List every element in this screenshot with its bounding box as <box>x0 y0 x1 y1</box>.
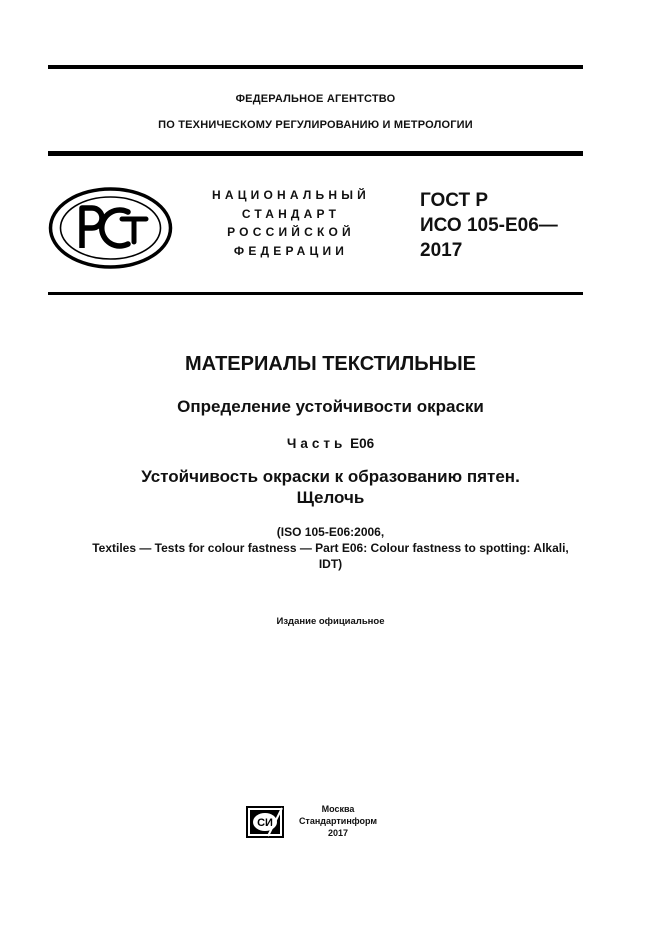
mid-rule <box>48 292 583 295</box>
iso-line2: Textiles — Tests for colour fastness — Part E06: Colour fastness to spotting: Alkali, <box>92 541 569 555</box>
document-subtitle: Определение устойчивости окраски <box>177 397 484 416</box>
iso-line3: IDT) <box>318 557 343 571</box>
rst-mark-icon <box>48 186 173 270</box>
gost-line-3: 2017 <box>420 240 463 261</box>
publisher-info <box>292 803 384 839</box>
national-line-4: ФЕДЕРАЦИИ <box>233 243 349 258</box>
publisher-year: 2017 <box>327 828 349 838</box>
svg-text:СИ: СИ <box>257 817 273 829</box>
part-code: Е06 <box>350 436 375 451</box>
header-rule <box>48 151 583 156</box>
iso-line1: (ISO 105-E06:2006, <box>276 525 385 539</box>
part-title <box>40 466 621 508</box>
gost-designation <box>420 188 558 263</box>
publisher-city: Москва <box>321 804 355 814</box>
gost-line-2: ИСО 105-Е06— <box>420 215 558 236</box>
part-title-line1: Устойчивость окраски к образованию пятен. <box>141 467 520 486</box>
part-label <box>40 436 621 451</box>
iso-reference <box>40 524 621 572</box>
agency-name-line1: ФЕДЕРАЛЬНОЕ АГЕНТСТВО <box>235 93 396 105</box>
edition-note: Издание официальное <box>276 616 385 627</box>
document-title: МАТЕРИАЛЫ ТЕКСТИЛЬНЫЕ <box>184 353 477 375</box>
agency-name-line2: ПО ТЕХНИЧЕСКОМУ РЕГУЛИРОВАНИЮ И МЕТРОЛОГИИ <box>158 119 473 131</box>
national-standard-label <box>196 186 386 260</box>
gost-line-1: ГОСТ Р <box>420 190 489 211</box>
part-title-line2: Щелочь <box>296 488 365 507</box>
national-line-1: НАЦИОНАЛЬНЫЙ <box>211 188 371 202</box>
publisher-name: Стандартинформ <box>298 816 378 826</box>
standartinform-logo-icon <box>246 806 286 838</box>
national-line-3: РОССИЙСКОЙ <box>227 225 355 239</box>
national-line-2: СТАНДАРТ <box>241 206 341 221</box>
top-rule <box>48 65 583 69</box>
part-word: Часть <box>286 436 347 451</box>
